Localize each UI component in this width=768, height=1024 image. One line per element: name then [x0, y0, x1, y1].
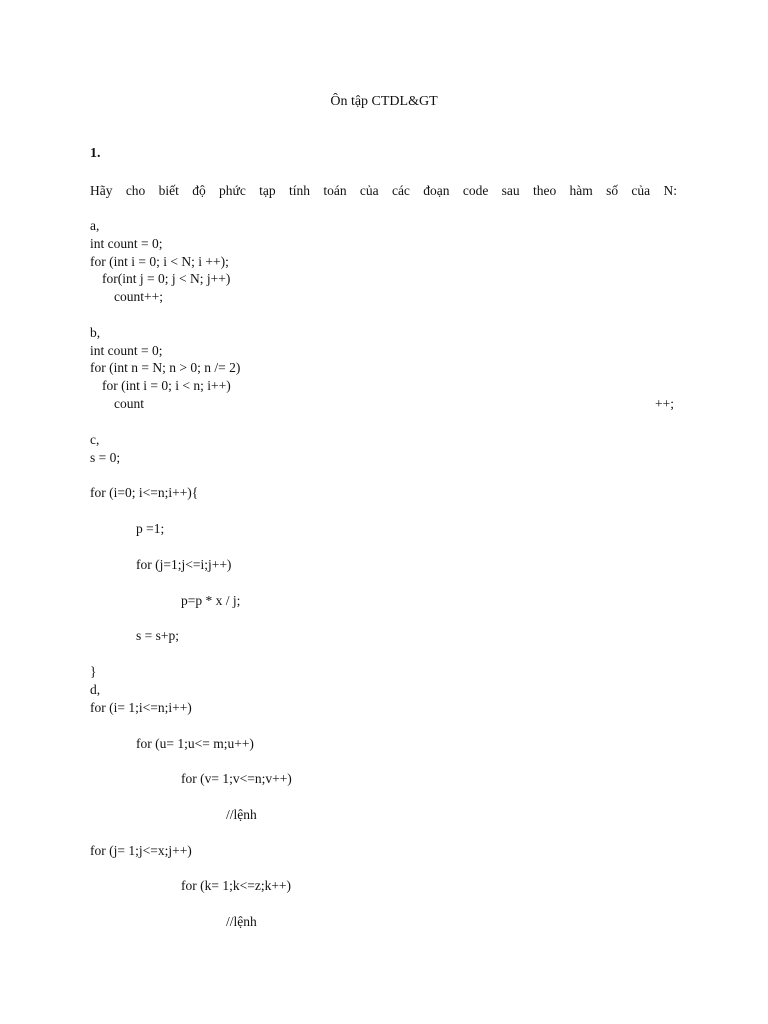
code-comment: //lệnh	[226, 914, 257, 929]
code-line: for(int j = 0; j < N; j++)	[102, 271, 231, 286]
code-line: for (v= 1;v<=n;v++)	[181, 771, 292, 786]
code-line: int count = 0;	[90, 343, 163, 358]
section-number: 1.	[90, 146, 101, 161]
code-line: for (j= 1;j<=x;j++)	[90, 843, 192, 858]
code-line: count	[114, 396, 144, 411]
code-line: s = 0;	[90, 450, 121, 465]
code-line: p=p * x / j;	[181, 593, 241, 608]
code-line: for (i=0; i<=n;i++){	[90, 485, 199, 500]
part-b-label: b,	[90, 325, 101, 340]
code-line: for (u= 1;u<= m;u++)	[136, 736, 254, 751]
code-line: int count = 0;	[90, 236, 163, 251]
code-line: for (int i = 0; i < n; i++)	[102, 378, 231, 393]
code-line: for (j=1;j<=i;j++)	[136, 557, 232, 572]
code-line: s = s+p;	[136, 628, 179, 643]
code-line: count++;	[114, 289, 163, 304]
code-line: for (int i = 0; i < N; i ++);	[90, 254, 229, 269]
code-line: p =1;	[136, 521, 165, 536]
code-line: for (int n = N; n > 0; n /= 2)	[90, 360, 241, 375]
code-line-end: ++;	[655, 396, 674, 411]
part-c-label: c,	[90, 432, 100, 447]
question-text: Hãy cho biết độ phức tạp tính toán của các đoạn code sau theo hàm số của N:	[90, 183, 677, 198]
code-line: for (k= 1;k<=z;k++)	[181, 878, 292, 893]
code-line: }	[90, 664, 97, 679]
code-comment: //lệnh	[226, 807, 257, 822]
part-a-label: a,	[90, 218, 100, 233]
part-d-label: d,	[90, 682, 101, 697]
document-title: Ôn tập CTDL&GT	[330, 94, 438, 109]
code-line: for (i= 1;i<=n;i++)	[90, 700, 192, 715]
